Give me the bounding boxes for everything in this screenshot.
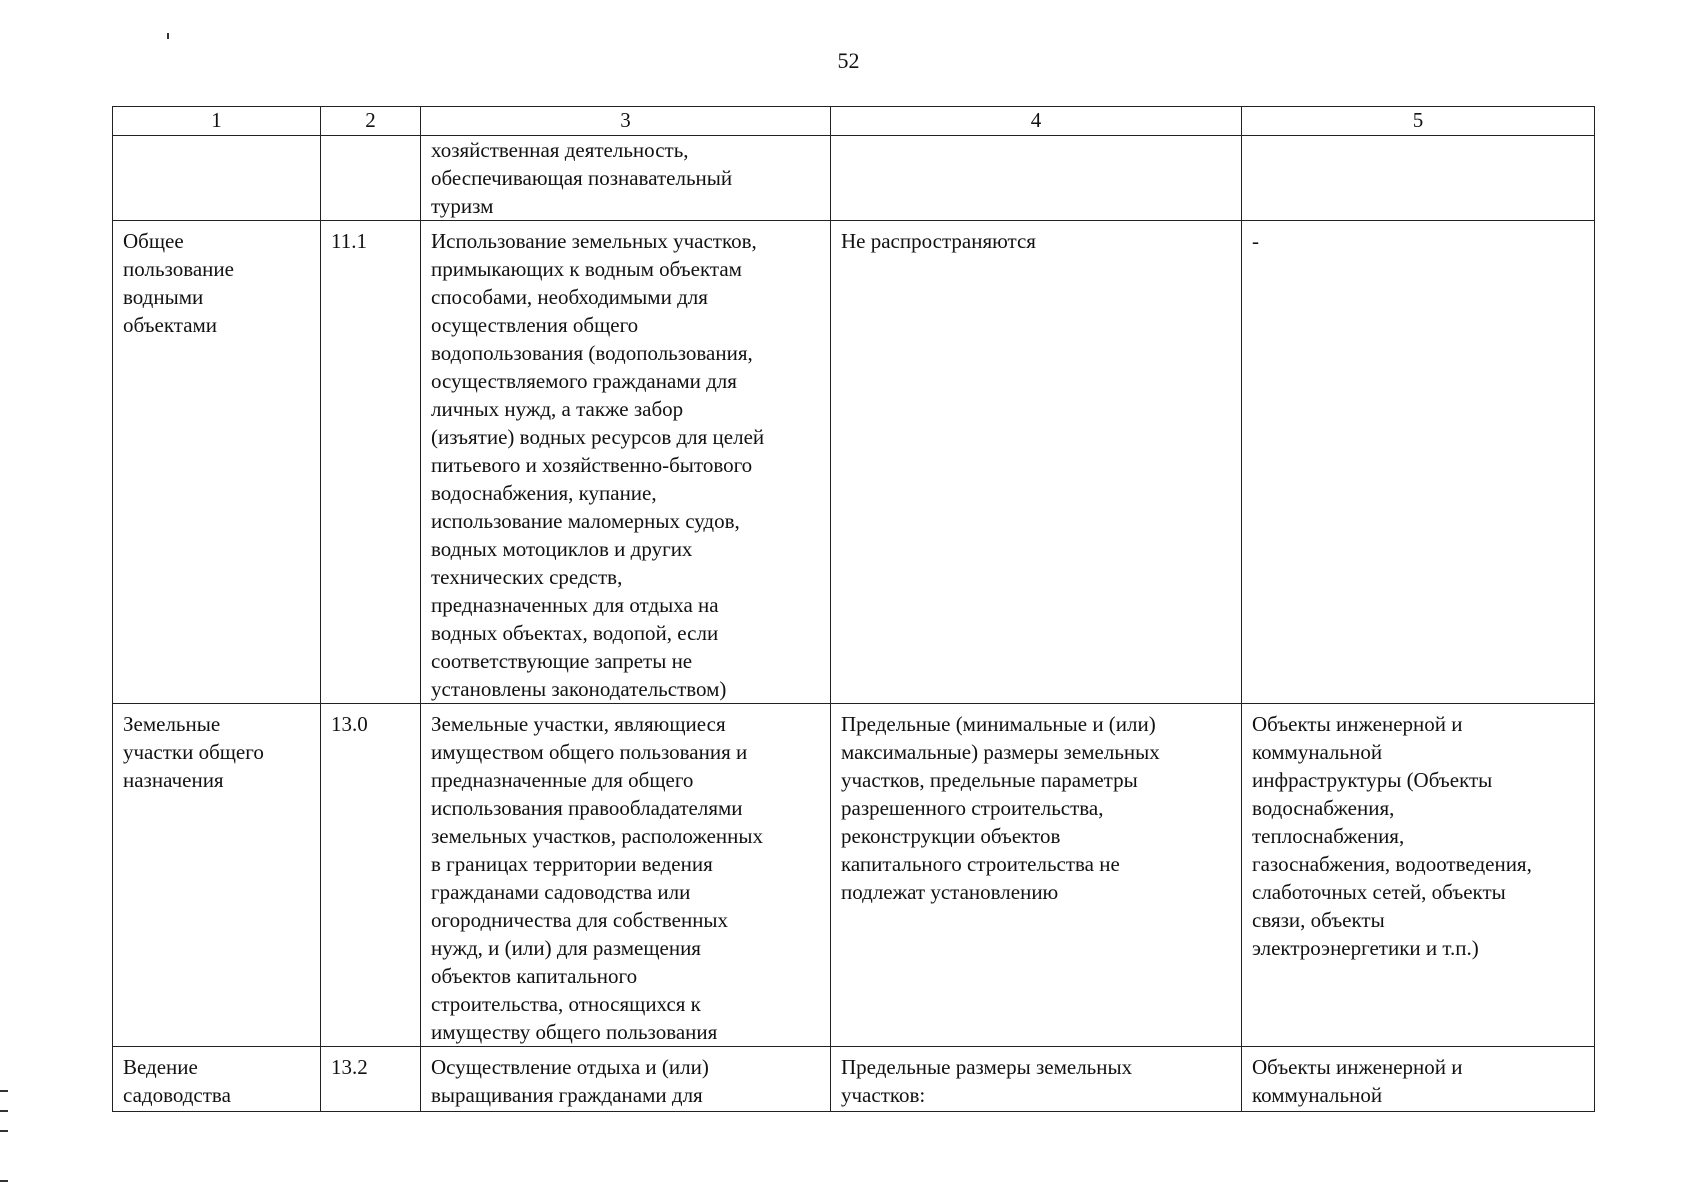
use-code-cell: 11.1 <box>321 221 421 704</box>
use-code-cell <box>321 136 421 221</box>
page-number: 52 <box>837 48 860 73</box>
column-header: 4 <box>831 107 1242 136</box>
use-name-cell: Земельные участки общего назначения <box>113 704 321 1047</box>
parameters-cell <box>831 136 1242 221</box>
column-header: 1 <box>113 107 321 136</box>
parameters-cell: Не распространяются <box>831 221 1242 704</box>
permitted-objects-cell: - <box>1242 221 1595 704</box>
scan-mark <box>0 1180 8 1182</box>
parameters-cell: Предельные (минимальные и (или) максимальные) размеры земельных участков, предельные параметры разрешенного строительства, реконструкции объектов капитального строительства не подлежат установлению <box>831 704 1242 1047</box>
table-row <box>113 136 1595 221</box>
column-header: 3 <box>421 107 831 136</box>
use-description-cell: Использование земельных участков, примыкающих к водным объектам способами, необходимыми для осуществления общего водопользования (водопользования, осуществляемого гражданами для личных нужд, а также забор (изъятие) водных ресурсов для целей питьевого и хозяйственно-бытового водоснабжения, купание, использование маломерных судов, водных мотоциклов и других технических средств, предназначенных для отдыха на водных объектах, водопой, если соответствующие запреты не установлены законодательством) <box>421 221 831 704</box>
use-description-cell: Осуществление отдыха и (или) выращивания гражданами для <box>421 1047 831 1112</box>
permitted-objects-cell: Объекты инженерной и коммунальной инфраструктуры (Объекты водоснабжения, теплоснабжения, газоснабжения, водоотведения, слаботочных сетей, объекты связи, объекты электроэнергетики и т.п.) <box>1242 704 1595 1047</box>
table-header-row <box>113 107 1595 136</box>
scan-mark <box>0 1090 8 1092</box>
use-code-cell: 13.0 <box>321 704 421 1047</box>
scan-mark <box>0 1130 8 1132</box>
permitted-objects-cell <box>1242 136 1595 221</box>
table-row <box>113 1047 1595 1112</box>
column-header: 2 <box>321 107 421 136</box>
permitted-objects-cell: Объекты инженерной и коммунальной <box>1242 1047 1595 1112</box>
land-use-table <box>112 106 1595 1112</box>
use-name-cell: Общее пользование водными объектами <box>113 221 321 704</box>
use-description-cell: Земельные участки, являющиеся имуществом общего пользования и предназначенные для общего использования правообладателями земельных участков, расположенных в границах территории ведения гражданами садоводства или огородничества для собственных нужд, и (или) для размещения объектов капитального строительства, относящихся к имуществу общего пользования <box>421 704 831 1047</box>
use-description-cell: хозяйственная деятельность, обеспечивающая познавательный туризм <box>421 136 831 221</box>
use-name-cell <box>113 136 321 221</box>
table-row <box>113 704 1595 1047</box>
use-code-cell: 13.2 <box>321 1047 421 1112</box>
parameters-cell: Предельные размеры земельных участков: <box>831 1047 1242 1112</box>
scan-mark <box>0 1110 8 1112</box>
scan-mark <box>167 33 169 39</box>
column-header: 5 <box>1242 107 1595 136</box>
use-name-cell: Ведение садоводства <box>113 1047 321 1112</box>
table-row <box>113 221 1595 704</box>
